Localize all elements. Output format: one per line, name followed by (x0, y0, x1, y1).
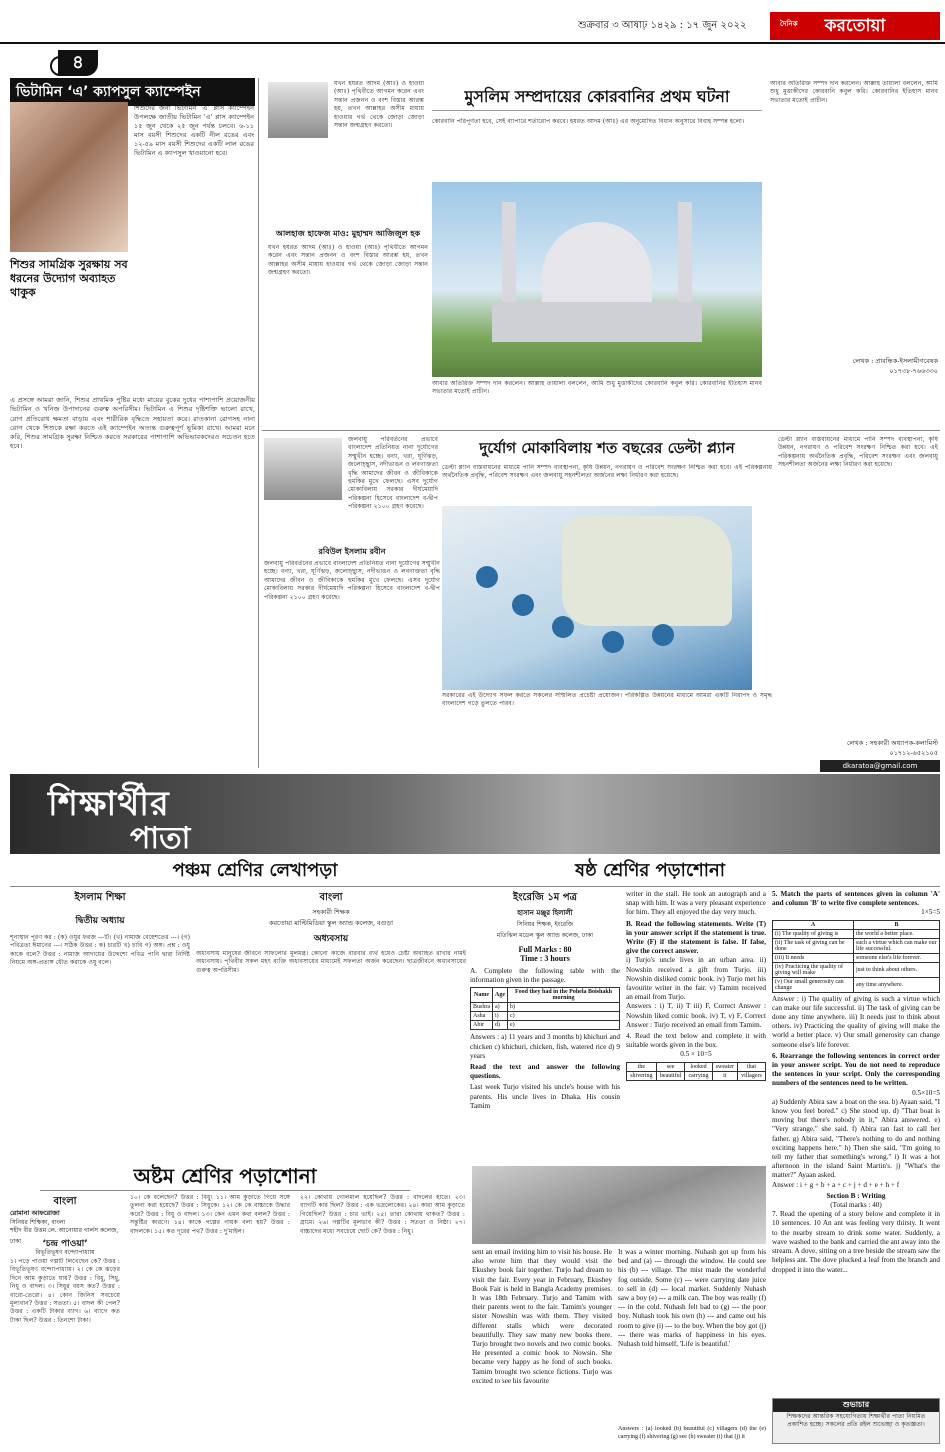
question-6: 6. Rearrange the following sentences in correct order in your answer script. You do not need to reproduce the sentences in your script. Only the corresponding numbers of the sentences need to be written. (772, 1051, 940, 1088)
map-icon-2 (512, 594, 534, 616)
question-4-marks: 0.5 × 10=5 (680, 1050, 712, 1059)
word: beautiful (656, 1071, 685, 1080)
story-part-1: Last week Turjo visited his uncle's house with his parents. His uncle lives in Dhaka. His cousin Tamim (470, 1083, 620, 1110)
table-header: Food they had in the Pohela Boishakh morning (508, 988, 620, 1003)
vitamin-a-body: এ প্রসঙ্গে আমরা জানি, শিশুর প্রাথমিক পুষ্টির মধ্যে মায়ের বুকের দুধের পাশাপাশি প্রয়োজনীয় ভিটামিন ও খনিজ উপাদানের গুরুত্ব অপরিসীম। ভিটামিন এ শিশুর দৃষ্টিশক্তি ভালো রাখে, রোগ প্রতিরোধ ক্ষমতা বাড়ায় এবং শারীরিক বৃদ্ধিতে সহায়তা করে। রাতকানা রোগসহ নানা রোগ থেকে শিশুকে রক্ষা করতে এই ক্যাম্পেইন অত্যন্ত গুরুত্বপূর্ণ ভূমিকা রাখে। আমরা মনে করি, শিশুর সামগ্রিক সুরক্ষা নিশ্চিত করতে সরকারের পাশাপাশি অভিভাবকদেরও সচেতন হতে হবে। (10, 396, 255, 451)
info-table (470, 987, 620, 1030)
vitamin-a-title: ভিটামিন ‘এ’ ক্যাপসুল ক্যাম্পেইন (10, 78, 255, 106)
question-a: A. Complete the following table with the information given in the passage. (470, 967, 620, 985)
email-tag: dkaratoa@gmail.com (820, 760, 940, 772)
delta-signature: লেখক : সহকারী অধ্যাপক-কলামিস্ট (846, 739, 938, 747)
question-6-marks: 0.5×10=5 (912, 1088, 940, 1097)
english-teacher: হাসান মঞ্জুর হিলালী (517, 908, 573, 917)
class8-teacher-role: সিনিয়র শিক্ষিকা, বাংলা (10, 1219, 66, 1226)
word-box (626, 1062, 766, 1081)
question-4-text: It was a winter morning. Nuhash got up from his bed and (a) --- through the window. He could see his (b) --- village. The mist made the wonderful fog outside. Some (c) --- were carrying date juice to sell in (d) --- local market. Suddenly Nuhash saw a boy (e) --- a milk can. The boy was really (f) --- in the cold. Nuhash felt bad to (g) --- the poor boy. Nuhash took his own (h) --- and came out his room to give (i) --- to the boy. When the boy got (j) --- there was marks of happiness in his eyes. Nuhash told himself, 'Life is beautiful.' (618, 1248, 766, 1349)
table-cell: Bushra (471, 1003, 493, 1012)
question-6-items: a) Suddenly Abira saw a boat on the sea. b) Ayaan said, "I know you feel bored." c) She stood up. d) "That boat is moving but there's nobody in it," Abira answered. e) "Very strange," she said. f) Abira ran fast to call her father. g) Abira said, "There's nothing to do and nothing exciting happens here." h) Then she said, "I'm going to tell my father that something's wrong." i) It was a hot afternoon in the island Saint Martin's. j) "What's the matter?" Ayaan asked. (772, 1097, 940, 1180)
match-cell: (v) Our small generosity can change (773, 977, 854, 992)
masthead (0, 4, 945, 44)
author-photo (268, 82, 328, 138)
banner-title-1: শিক্ষার্থীর (48, 784, 170, 824)
class6-subject: বাংলা (319, 892, 343, 903)
question-b: B. Read the following statements. Write (T) in your answer script if the statement is true. Write (F) if the statement is false. If false, give the correct answer. (626, 919, 766, 956)
question-7: 7. Read the opening of a story below and complete it in 10 sentences. 10 An ant was feeling very thirsty. It went to the nearby stream to drink some water. Suddenly, a wave washed to the bank and carried the ant away into the stream. A dove, sitting on a tree beside the stream saw the helpless ant. The dove plucked a leaf from the branch and dropped it into the water... (772, 1210, 940, 1274)
english-teacher-role: সিনিয়র শিক্ষক, ইংরেজি (516, 921, 574, 928)
match-cell: just to think about others. (853, 962, 939, 977)
english-full-marks: Full Marks : 80 (518, 945, 572, 954)
paper-subtitle: দৈনিক (780, 20, 798, 28)
delta-headline: দুর্যোগ মোকাবিলায় শত বছরের ডেল্টা প্ল্যান (479, 439, 735, 457)
table-header: Name (471, 988, 493, 1003)
class8-qa-col-3: ২২। কোথায় গোলমাল হয়েছিল? উত্তর : বাদলের হাতে। ২৩। ব্যাগটি কার ছিল? উত্তর : এক ভদ্রলোকের। ২৪। কারা আম কুড়াতে গিয়েছিল? উত্তর : চার ভাই। ২৫। তারা কোথায় থাকত? উত্তর : গ্রামে। ২৬। গল্পটির মূলভাব কী? উত্তর : সততা ও নিষ্ঠা। ২৭। বাচ্চাদের মধ্যে সবচেয়ে ছোট কে? উত্তর : নিধু। (300, 1194, 465, 1235)
map-icon-3 (552, 616, 574, 638)
qurbani-phone: ০১৭৩৮-৭৬৬৩৩০ (889, 367, 938, 375)
table-header: Age (493, 988, 508, 1003)
class6-body: অধ্যবসায় মানুষের জীবনে সাফল্যের মূলমন্ত্র। কোনো কাজে বারবার ব্যর্থ হয়েও চেষ্টা অব্যাহত রাখার নামই অধ্যবসায়। পৃথিবীর সকল মহৎ ব্যক্তি অধ্যবসায়ের মাধ্যমেই সফলতা অর্জন করেছেন। ছাত্রজীবনে অধ্যবসায়ের গুরুত্ব অপরিসীম। (196, 950, 466, 974)
question-5: 5. Match the parts of sentences given in column 'A' and column 'B' to write five complete sentences. (772, 890, 940, 908)
english-column-2 (626, 890, 766, 1160)
section-rule (262, 430, 940, 431)
class6-teacher: সহকারী শিক্ষক (312, 908, 350, 916)
greetings-box (772, 1398, 940, 1444)
word: carrying (685, 1071, 712, 1080)
class6-title: ষষ্ঠ শ্রেণির পড়াশোনা (575, 860, 725, 881)
english-school: মতিঝিল মডেল স্কুল অ্যান্ড কলেজ, ঢাকা (496, 932, 594, 939)
class8-author-line: বিভূতিভূষণ বন্দ্যোপাধ্যায় (35, 1249, 95, 1256)
delta-body-3: সরকারের এই উদ্যোগ সফল করতে সকলের সম্মিলিত প্রচেষ্টা প্রয়োজন। পরিকল্পিত উন্নয়নের মাধ্যমে আমরা একটি নিরাপদ ও সমৃদ্ধ বাংলাদেশ গড়ে তুলতে পারব। (442, 692, 772, 708)
word: see (656, 1062, 685, 1071)
issue-date: শুক্রবার ৩ আষাঢ় ১৪২৯ : ১৭ জুন ২০২২ (578, 20, 747, 31)
class6-section-title: অধ্যবসায় (313, 934, 349, 944)
table-cell: Asha (471, 1012, 493, 1021)
delta-body-intro: জলবায়ু পরিবর্তনের প্রভাবে বাংলাদেশ প্রতিনিয়ত নানা দুর্যোগের সম্মুখীন হচ্ছে। বন্যা, খরা, ঘূর্ণিঝড়, জলোচ্ছ্বাস, নদীভাঙন ও লবণাক্ততা বৃদ্ধি আমাদের জীবন ও জীবিকাকে হুমকির মুখে ফেলছে। এসব দুর্যোগ মোকাবিলায় সরকার দীর্ঘমেয়াদি পরিকল্পনা হিসেবে বাংলাদেশ ব-দ্বীপ পরিকল্পনা ২১০০ গ্রহণ করেছে। (348, 436, 438, 511)
class8-title: অষ্টম শ্রেণির পড়াশোনা (40, 1162, 410, 1191)
greetings-title: শুভাচার (773, 1399, 939, 1412)
greetings-text: শিক্ষকদের আন্তরিক সহযোগিতায় শিক্ষার্থীর পাতা নিয়মিত প্রকাশিত হচ্ছে। সকলের প্রতি রইল শুভেচ্ছা ও কৃতজ্ঞতা। (786, 1413, 926, 1429)
word: looked (685, 1062, 712, 1071)
classroom-photo (472, 1166, 766, 1244)
class8-qa-col-1: ১। পড়ে পাওয়া গল্পটি লিখেছেন কে? উত্তর : বিভূতিভূষণ বন্দ্যোপাধ্যায়। ২। কে কে ঝড়ের দিনে আম কুড়াতে যায়? উত্তর : বিধু, সিধু, নিধু ও বাদল। ৩। সিধুর বয়স কত? উত্তর : বারো-তেরো। ৪। কোন জিনিস সবচেয়ে মূল্যবান? উত্তর : সততা। ৫। বাদল কী পেল? উত্তর : একটি টাকার ব্যাগ। ৬। ব্যাগে কত টাকা ছিল? উত্তর : তিনশো টাকা। (10, 1258, 120, 1324)
section-b-marks: (Total marks : 40) (830, 1201, 882, 1210)
qurbani-body-3: আবার অতিরিক্ত সম্পদ দান করলেন। আল্লাহ তায়ালা বললেন, আমি শুধু মুত্তাকীদের কোরবানি কবুল করি। কোরবানির ইতিহাস মানব সভ্যতার মতোই প্রাচীন। (432, 380, 762, 396)
question-4-answers: Answers : (a) looked (b) beautiful (c) villagers (d) the (e) carrying (f) shivering (g) see (h) sweater (i) that (j) it (618, 1426, 766, 1440)
qurbani-article (262, 78, 767, 428)
answers-a: Answers : a) 11 years and 3 months b) khichuri and chicken c) khichuri, chicken, fish, watered rice d) 9 years (470, 1033, 620, 1060)
question-5-answers: Answer : i) The quality of giving is such a virtue which can make our life successful. ii) The task of giving can be done any time anywhere. iii) It needs just to think about others. iv) Practicing the quality of giving will make the world a better place. v) Our small generosity can change someone else's life forever. (772, 994, 940, 1049)
word: the (627, 1062, 657, 1071)
mosque-dome (542, 222, 652, 312)
delta-map-illustration (442, 506, 752, 690)
word: shivering (627, 1071, 657, 1080)
match-cell: someone else's life forever. (853, 953, 939, 962)
vitamin-a-sidebar-text: শিশুদের জন্য ভিটামিন ‘এ’ প্লাস ক্যাম্পেইন উপলক্ষে জাতীয় ভিটামিন ‘এ’ প্লাস ক্যাম্পেইন ১৫ জুন থেকে ২৫ জুন পর্যন্ত চলবে। ৬-১১ মাস বয়সী শিশুদের একটি নীল রঙের এবং ১২-৫৯ মাস বয়সী শিশুদের একটি লাল রঙের ভিটামিন এ ক্যাপসুল খাওয়ানো হবে। (134, 104, 254, 157)
delta-author: রবিউল ইসলাম রবীন (318, 547, 386, 556)
word: villagers (738, 1071, 766, 1080)
class8-subject: বাংলা (53, 1196, 77, 1207)
map-icon-5 (652, 624, 674, 646)
map-icon-4 (602, 631, 624, 653)
word: that (738, 1062, 766, 1071)
class5-body: শূন্যস্থান পূরণ কর : (ক) ওযুর ফরজ ---টি। (খ) নামাজ বেহেশতের ---। (গ) পবিত্রতা ঈমানের ---। সঠিক উত্তর : ক) চারটি খ) চাবি গ) অঙ্গ। প্রশ্ন : ওযু কাকে বলে? উত্তর : নামাজ আদায়ের উদ্দেশ্যে পবিত্র পানি দ্বারা নির্দিষ্ট নিয়মে অঙ্গ-প্রত্যঙ্গ ধৌত করাকে ওযু বলে। (10, 934, 190, 967)
masthead-rule (0, 42, 945, 44)
class5-section (10, 890, 190, 1150)
class8-teacher: রোমানা আফরোজা (10, 1209, 60, 1217)
vitamin-a-article (10, 78, 255, 768)
table-cell: d) (493, 1021, 508, 1030)
question-b-items: i) Turjo's uncle lives in an urban area. ii) Nowshin received a gift from Turjo. iii) Nowshin disliked comic book. iv) Turjo met his favourite writer in the fair. v) Tamim received an email from Turjo. (626, 956, 766, 1002)
match-header: B (853, 920, 939, 929)
story-part-2: sent an email inviting him to visit his house. He also wrote him that they would visit the Ekushey book fair together. Turjo had dream to visit the fair. Every year in February, Ekushey Book Fair is held in Bangla Academy premises. It was 18th February. Turjo and Tamim with their parents went to the fair. Tamim's younger sister Nowshin was with them. They visited different stalls which were decorated beautifully. They saw many new books there. Turjo brought two novels and two comic books. He presented a comic book to Nowsin. She became very happy as he fond of such books. Tamim brought two science fictions. Turjo was excited to see his favourite (472, 1248, 612, 1385)
question-4: 4. Read the text below and complete it with suitable words given in the box. (626, 1032, 766, 1050)
table-cell: Abir (471, 1021, 493, 1030)
class8-section (10, 1194, 465, 1446)
vitamin-a-slogan: শিশুর সামগ্রিক সুরক্ষায় সব ধরনের উদ্যোগ অব্যাহত থাকুক (10, 258, 128, 299)
class5-subject: ইসলাম শিক্ষা (74, 892, 126, 903)
english-subject: ইংরেজি ১ম পত্র (513, 892, 577, 903)
column-rule (258, 78, 259, 768)
match-cell: (iii) It needs (773, 953, 854, 962)
paper-name: করতোয়া (824, 16, 886, 36)
qurbani-body-2: কোরবানি পরিপূর্ণতা হবে, সেই ব্যাপারে শর্তারোপ করবে। হযরত আদম (আঃ) এর অনুমোদিত বিধান অনুসারে বিবাহ সম্পন্ন হলো। (432, 118, 745, 125)
match-table (772, 920, 940, 993)
qurbani-headline: মুসলিম সম্প্রদায়ের কোরবানির প্রথম ঘটনা (432, 86, 762, 111)
class6-section (196, 890, 466, 1150)
page-number: ৪ (58, 50, 98, 76)
class-title-rule (10, 886, 940, 887)
mosque-photo (432, 182, 762, 377)
class8-chapter: ‘চন্দ্র পাওয়া’ (42, 1239, 88, 1249)
students-page-banner (10, 774, 940, 854)
read-instruction: Read the text and answer the following questions. (470, 1063, 620, 1081)
match-cell: (ii) The task of giving can be done (773, 938, 854, 953)
word: sweater (712, 1062, 737, 1071)
delta-right-column: ডেল্টা প্ল্যান বাস্তবায়নের মাধ্যমে পানি সম্পদ ব্যবস্থাপনা, কৃষি উন্নয়ন, নগরায়ণ ও পরিবেশ সংরক্ষণ নিশ্চিত করা হবে। এই পরিকল্পনায় অর্থনৈতিক প্রবৃদ্ধি, পরিবেশ সংরক্ষণ এবং জলবায়ু সহনশীলতা অর্জনের লক্ষ্য নির্ধারণ করা হয়েছে। (778, 436, 938, 469)
class5-chapter: দ্বিতীয় অধ্যায় (75, 916, 125, 926)
delta-phone: ০১৭১২-৬৫২১০৫ (889, 749, 938, 757)
english-time: Time : 3 hours (520, 954, 570, 963)
delta-body-2: ডেল্টা প্ল্যান বাস্তবায়নের মাধ্যমে পানি সম্পদ ব্যবস্থাপনা, কৃষি উন্নয়ন, নগরায়ণ ও পরিবেশ সংরক্ষণ নিশ্চিত করা হবে। এই পরিকল্পনায় অর্থনৈতিক প্রবৃদ্ধি, পরিবেশ সংরক্ষণ এবং জলবায়ু সহনশীলতা অর্জনের লক্ষ্য নির্ধারণ করা হয়েছে। (442, 464, 772, 480)
section-b-title: Section B : Writing (826, 1191, 886, 1200)
class8-school: শহীদ বীর উত্তম লে. আনোয়ার গার্লস কলেজ, ঢাকা (10, 1227, 119, 1245)
delta-author-photo (264, 438, 342, 500)
paper-logo (770, 12, 940, 40)
match-cell: the world a better place. (853, 929, 939, 938)
delta-body-1: জলবায়ু পরিবর্তনের প্রভাবে বাংলাদেশ প্রতিনিয়ত নানা দুর্যোগের সম্মুখীন হচ্ছে। বন্যা, খরা, ঘূর্ণিঝড়, জলোচ্ছ্বাস, নদীভাঙন ও লবণাক্ততা বৃদ্ধি আমাদের জীবন ও জীবিকাকে হুমকির মুখে ফেলছে। এসব দুর্যোগ মোকাবিলায় সরকার দীর্ঘমেয়াদি পরিকল্পনা হিসেবে বাংলাদেশ ব-দ্বীপ পরিকল্পনা ২১০০ গ্রহণ করেছে। (264, 560, 440, 601)
qurbani-author: আলহাজ হাফেজ মাও: মুহাম্মদ আজিজুল হক (275, 229, 421, 238)
qurbani-right-column: আবার অতিরিক্ত সম্পদ দান করলেন। আল্লাহ তায়ালা বললেন, আমি শুধু মুত্তাকীদের কোরবানি কবুল করি। কোরবানির ইতিহাস মানব সভ্যতার মতোই প্রাচীন। (770, 80, 938, 104)
qurbani-body-1: যখন হযরত আদম (আঃ) ও হাওয়া (আঃ) পৃথিবীতে আগমন করেন এবং সন্তান প্রজনন ও বংশ বিস্তার আরম্ভ হয়, তখন আল্লাহর অসীম মায়ায় হাওয়ার গর্ভ থেকে জোড়া জোড়া সন্তান জন্মগ্রহণ করতো। (268, 244, 428, 277)
map-land (562, 516, 732, 626)
question-b-answers: Answers : i) T, ii) T iii) F, Correct Answer : Nowshin liked comic book. iv) T, v) F, Correct Answer : Turjo received an email from Tamim. (626, 1002, 766, 1029)
banner-title-2: পাতা (130, 821, 191, 856)
match-cell: such a virtue which can make our life successful. (853, 938, 939, 953)
class8-qa-col-2: ১০। কে বলেছেন? উত্তর : বিধু। ১১। আম কুড়াতে গিয়ে সঙ্গে তুলনা করা হয়েছে? উত্তর : সিধুকে। ১২। কে কে বাচ্চাকে উদ্ধার করে? উত্তর : বিধু ও বাদল। ১৩। কেন এমন কথা বলল? উত্তর : সন্তুষ্টির কারণে। ১৪। কাকে গল্পের নায়ক বলা হয়? উত্তর : বাদলকে। ১৫। কত দূরের পথ? উত্তর : দু'মাইল। (130, 1194, 290, 1235)
qurbani-intro: যখন হযরত আদম (আঃ) ও হাওয়া (আঃ) পৃথিবীতে আগমন করেন এবং সন্তান প্রজনন ও বংশ বিস্তার আরম্ভ হয়, তখন আল্লাহর অসীম মায়ায় হাওয়ার গর্ভ থেকে জোড়া জোড়া সন্তান জন্মগ্রহণ করতো। (334, 80, 424, 130)
class6-school: করতোয়া মাল্টিমিডিয়া স্কুল অ্যান্ড কলেজ, বগুড়া (268, 919, 394, 927)
map-icon-1 (476, 566, 498, 588)
table-cell: i) (493, 1012, 508, 1021)
qurbani-signature: লেখক : প্রাবন্ধিক-ইসলামীগবেষক (852, 357, 938, 365)
table-cell: b) (508, 1003, 620, 1012)
question-6-answer: Answer : i + g + b + a + c + j + d + e + h + f (772, 1180, 900, 1189)
table-cell: e) (508, 1021, 620, 1030)
match-cell: any time anywhere. (853, 977, 939, 992)
story-part-3: writer in the stall. He took an autograph and a snap with him. It was a very pleasant experience for him. They all enjoyed the day very much. (626, 890, 766, 917)
table-cell: c) (508, 1012, 620, 1021)
delta-article (262, 434, 940, 768)
match-header: A (773, 920, 854, 929)
table-cell: a) (493, 1003, 508, 1012)
child-vaccination-photo (10, 102, 128, 252)
match-cell: (iv) Practicing the quality of giving will make (773, 962, 854, 977)
mosque-base (492, 302, 702, 342)
match-cell: (i) The quality of giving is (773, 929, 854, 938)
class5-title: পঞ্চম শ্রেণির লেখাপড়া (172, 860, 338, 881)
question-5-marks: 1×5=5 (921, 908, 940, 917)
english-column-3 (772, 890, 940, 1440)
word: it (712, 1071, 737, 1080)
